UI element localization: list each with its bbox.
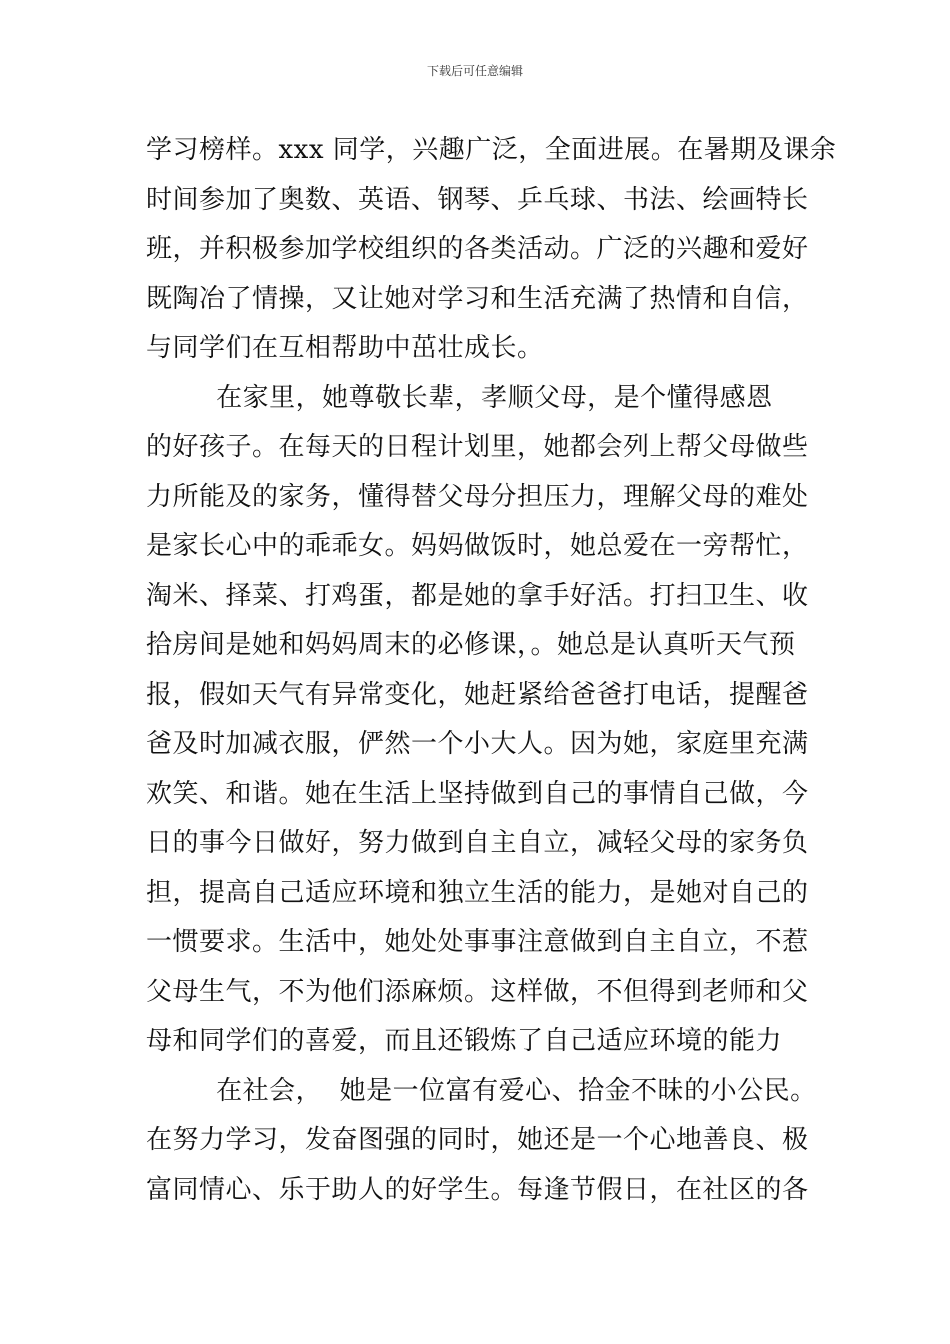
text-line: 的好孩子。在每天的日程计划里，她都会列上帮父母做些 [146, 432, 809, 462]
text-line: 班，并积极参加学校组织的各类活动。广泛的兴趣和爱好 [146, 234, 809, 264]
text-line: 拾房间是她和妈妈周末的必修课，。她总是认真听天气预 [146, 630, 796, 660]
text-line: 在家里，她尊敬长辈，孝顺父母，是个懂得感恩 [146, 382, 773, 413]
text-line: 与同学们在互相帮助中茁壮成长。 [146, 333, 544, 363]
text-line: 报，假如天气有异常变化，她赶紧给爸爸打电话，提醒爸 [146, 679, 809, 710]
text-line: 淘米、择菜、打鸡蛋，都是她的拿手好活。打扫卫生、收 [146, 580, 809, 611]
text-line: 父母生气，不为他们添麻烦。这样做，不但得到老师和父 [146, 976, 809, 1007]
page-header: 下载后可任意编辑 [426, 64, 523, 78]
text-line: 担，提高自己适应环境和独立生活的能力，是她对自己的 [146, 877, 809, 908]
text-line: 一惯要求。生活中，她处处事事注意做到自主自立，不惹 [146, 927, 809, 957]
text-line: 学习榜样。xxx 同学，兴趣广泛，全面进展。在暑期及课余 [146, 135, 837, 165]
text-line: 力所能及的家务，懂得替父母分担压力，理解父母的难处 [146, 481, 809, 512]
text-line: 日的事今日做好，努力做到自主自立，减轻父母的家务负 [146, 828, 809, 858]
text-line: 在努力学习，发奋图强的同时，她还是一个心地善良、极 [146, 1125, 809, 1155]
text-line: 富同情心、乐于助人的好学生。每逢节假日，在社区的各 [146, 1174, 809, 1205]
document-body [146, 126, 837, 1215]
text-line: 是家长心中的乖乖女。妈妈做饭时，她总爱在一旁帮忙， [146, 531, 809, 561]
text-line: 在社会， 她是一位富有爱心、拾金不昧的小公民。 [146, 1075, 817, 1106]
text-line: 母和同学们的喜爱，而且还锻炼了自己适应环境的能力 [146, 1026, 783, 1056]
text-line: 爸及时加减衣服，俨然一个小大人。因为她，家庭里充满 [146, 729, 809, 759]
text-line: 欢笑、和谐。她在生活上坚持做到自己的事情自己做，今 [146, 778, 809, 809]
text-line: 时间参加了奥数、英语、钢琴、乒乓球、书法、绘画特长 [146, 184, 809, 215]
text-line: 既陶冶了情操，又让她对学习和生活充满了热情和自信， [146, 283, 809, 314]
